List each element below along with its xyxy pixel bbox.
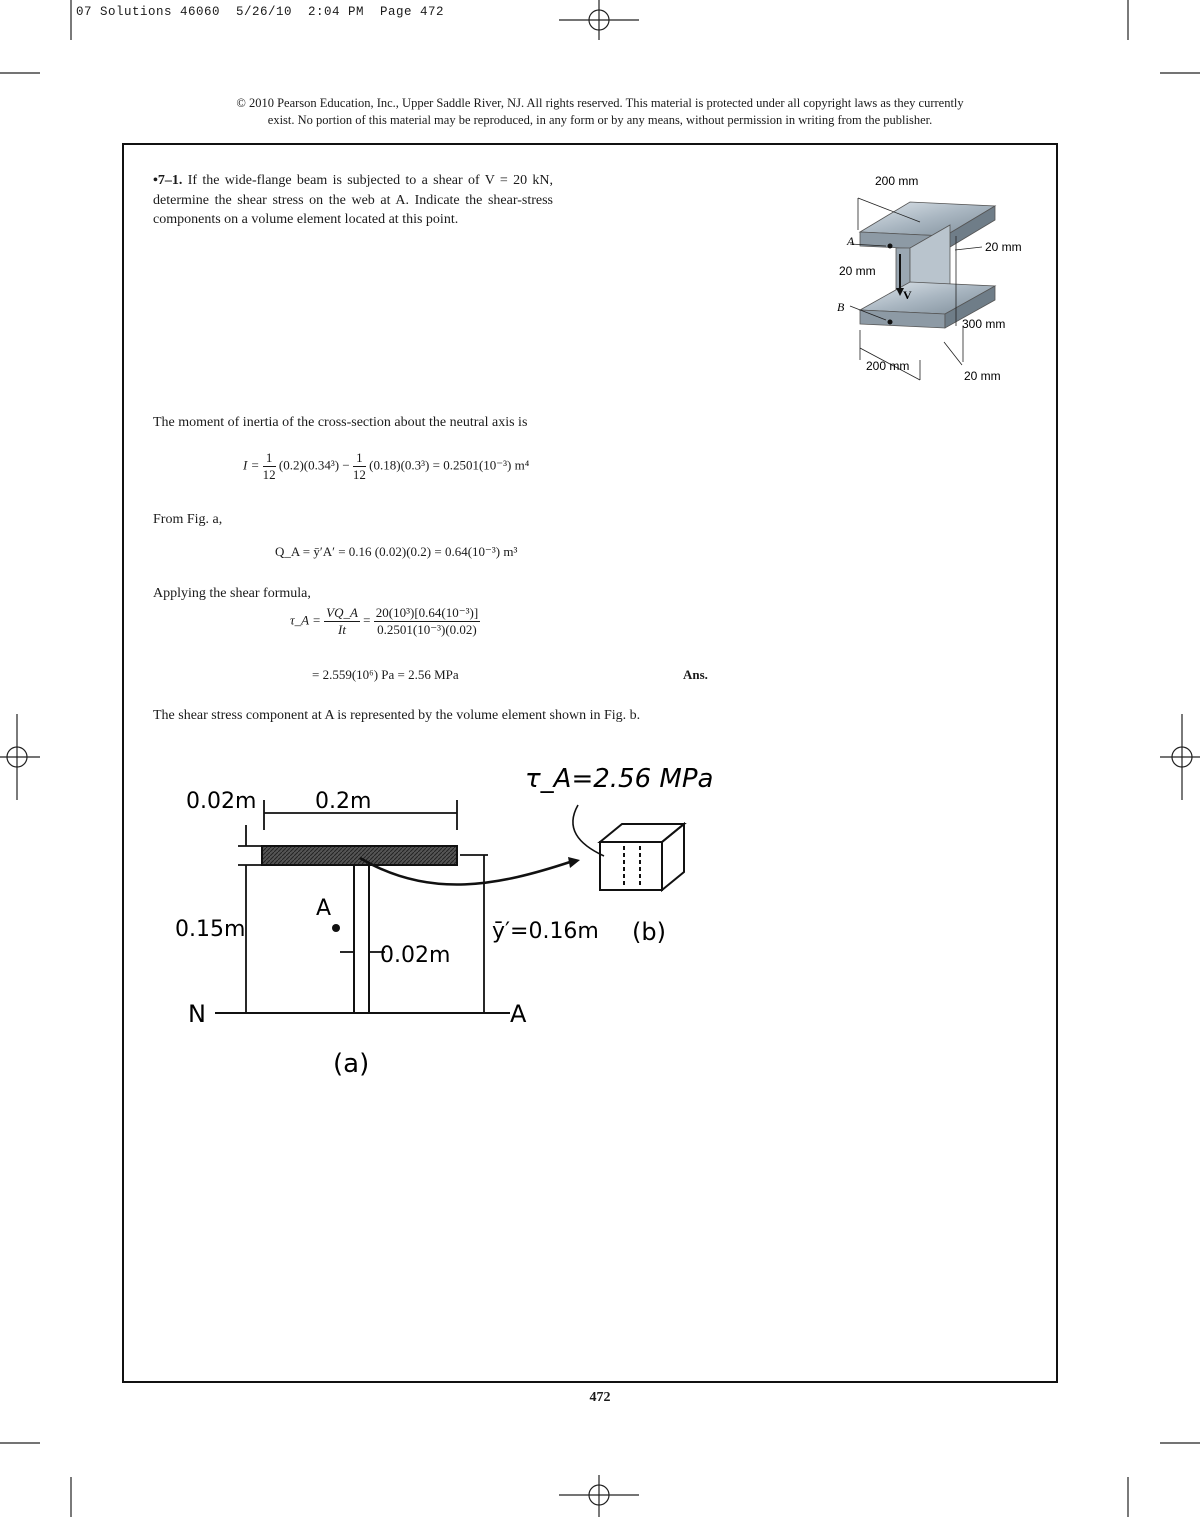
problem-statement: [153, 171, 553, 230]
label-n: N: [188, 1000, 206, 1028]
dim-top-width: 200 mm: [875, 174, 919, 188]
fig-a-reference: From Fig. a,: [153, 512, 223, 527]
fraction-1: [263, 450, 276, 483]
slug-line: 07 Solutions 46060 5/26/10 2:04 PM Page 472: [76, 5, 445, 19]
registration-mark-bottom: [559, 1475, 639, 1517]
equation-inertia: [243, 450, 529, 483]
problem-text: If the wide-flange beam is subjected to a shear of V = 20 kN, determine the shear stress on the web at A. Indicate the shear-stress components on a volume element located at this point.: [153, 173, 553, 227]
tau-fraction-2: [374, 605, 480, 638]
ybar-label: ȳ′=0.16m: [492, 919, 599, 944]
fraction-2-num: 1: [353, 450, 366, 467]
registration-mark-left: [0, 714, 40, 800]
dim-height: 300 mm: [962, 317, 1006, 331]
problem-number: •7–1.: [153, 173, 183, 188]
label-a: A: [847, 234, 855, 248]
tau-fraction-1-den: It: [338, 622, 346, 637]
tau-fraction-1: [324, 605, 360, 638]
tau-fraction-2-den: 0.2501(10⁻³)(0.02): [377, 622, 477, 637]
fraction-1-den: 12: [262, 467, 276, 482]
dim-bottom-width: 200 mm: [866, 359, 910, 373]
copyright-notice: [120, 95, 1080, 129]
dim-web-thickness: 0.02m: [380, 943, 451, 968]
dim-bottom-flange: 20 mm: [964, 369, 1001, 383]
shear-formula-intro: Applying the shear formula,: [153, 586, 311, 601]
label-na: A: [510, 1000, 527, 1028]
registration-mark-top: [559, 0, 639, 40]
equation-q: Q_A = ȳ′A′ = 0.16 (0.02)(0.2) = 0.64(10⁻³) m³: [275, 544, 518, 559]
copyright-line-2: exist. No portion of this material may be reproduced, in any form or by any means, without permission in writing from the publisher.: [267, 113, 933, 127]
dim-web: 20 mm: [839, 264, 876, 278]
figure-a-label: (a): [333, 1049, 370, 1079]
volume-element: [600, 824, 684, 890]
copyright-line-1: © 2010 Pearson Education, Inc., Upper Saddle River, NJ. All rights reserved. This material is protected under all copyright laws as they currently: [236, 96, 964, 110]
flange-section: [262, 846, 457, 865]
equation-tau: [290, 605, 480, 638]
dim-flange-width: 0.2m: [315, 789, 372, 814]
answer-label: Ans.: [683, 667, 708, 682]
dimension-lines: [238, 800, 488, 1013]
point-b-dot: [888, 320, 893, 325]
tau-label: τ_A=2.56 MPa: [525, 764, 714, 794]
tau-fraction-1-num: VQ_A: [326, 605, 358, 620]
equation-tau-result: = 2.559(10⁶) Pa = 2.56 MPa: [312, 667, 459, 682]
moment-intro: The moment of inertia of the cross-section about the neutral axis is: [153, 415, 528, 430]
beam-figure: [830, 170, 1030, 390]
fraction-2-den: 12: [352, 467, 366, 482]
fraction-1-num: 1: [263, 450, 276, 467]
fraction-2: [353, 450, 366, 483]
eq-tau-lhs: τ_A =: [290, 612, 321, 628]
label-v: V: [903, 288, 912, 302]
dim-flange-thickness: 0.02m: [186, 789, 257, 814]
tau-fraction-2-num: 20(10³)[0.64(10⁻³)]: [375, 605, 479, 620]
dim-depth: 0.15m: [175, 917, 246, 942]
page-number: 472: [589, 1390, 611, 1405]
eq-i-term2: (0.18)(0.3³) = 0.2501(10⁻³) m⁴: [369, 457, 530, 473]
eq-tau-equals: =: [363, 612, 371, 628]
element-description: The shear stress component at A is represented by the volume element shown in Fig. b.: [153, 708, 641, 723]
sketch-figure: [170, 760, 730, 1090]
eq-i-lhs: I =: [243, 457, 260, 473]
registration-mark-right: [1160, 714, 1200, 800]
point-a-label: A: [316, 896, 332, 921]
figure-b-label: (b): [632, 918, 666, 946]
eq-i-term1: (0.2)(0.34³) −: [278, 457, 350, 473]
point-a-dot: [888, 244, 893, 249]
label-b: B: [837, 300, 845, 314]
point-a-marker: [332, 924, 340, 932]
dim-top-flange: 20 mm: [985, 240, 1022, 254]
pointer-arrowhead: [568, 857, 580, 868]
